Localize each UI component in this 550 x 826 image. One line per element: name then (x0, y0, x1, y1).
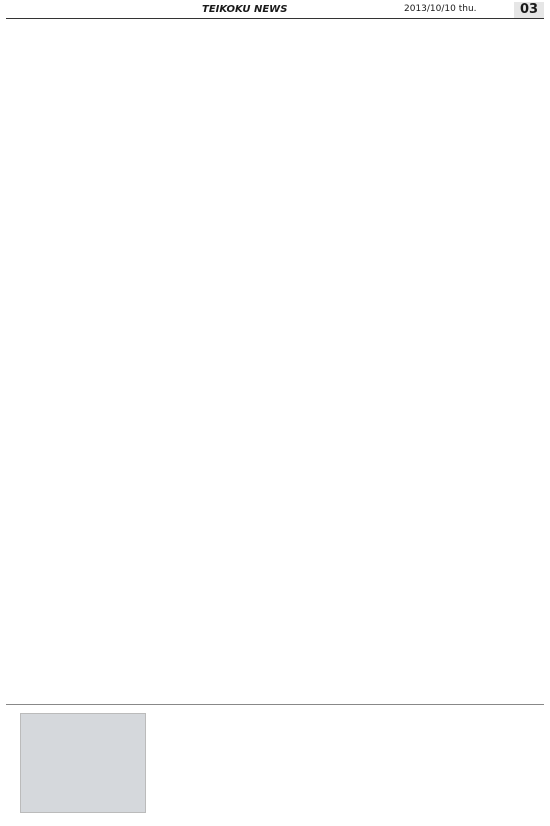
issue-date: 2013/10/10 thu. (404, 4, 477, 14)
issue-header-bar (6, 2, 544, 19)
masthead (6, 22, 268, 148)
article-column-right (282, 156, 544, 692)
company-box (288, 52, 540, 148)
profile-text (156, 713, 536, 813)
author-photo (20, 713, 146, 813)
paper-name: TEIKOKU NEWS (202, 4, 288, 15)
article-column-left (6, 156, 268, 692)
author-profile (6, 704, 544, 821)
page-number: 03 (514, 2, 544, 18)
